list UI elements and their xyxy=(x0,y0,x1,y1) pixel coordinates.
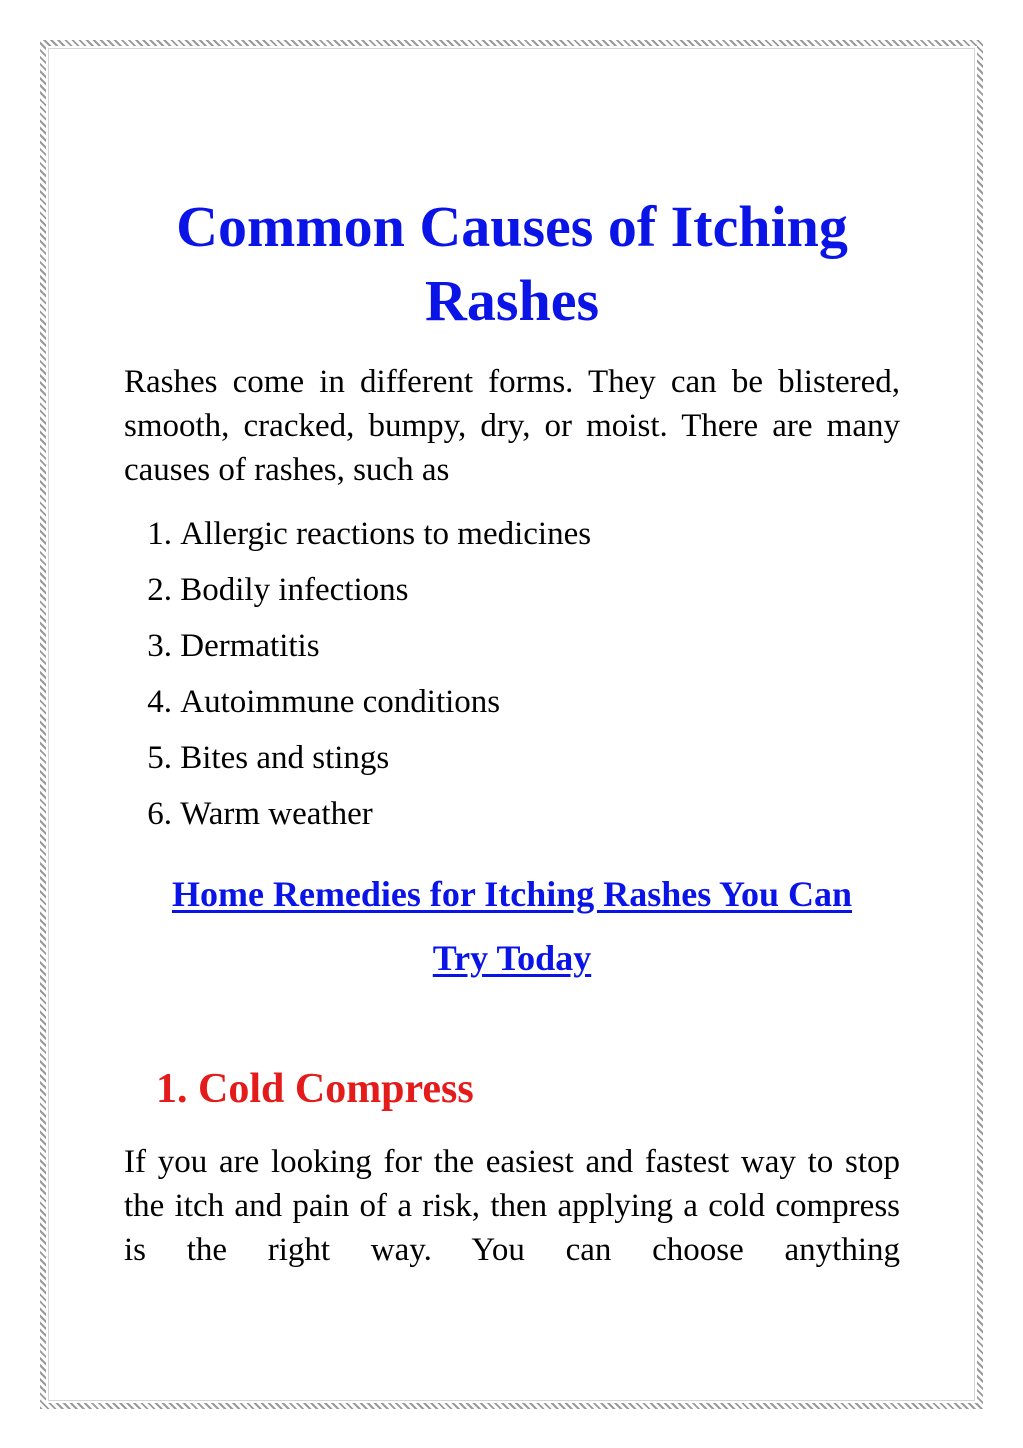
intro-paragraph: Rashes come in different forms. They can be blistered, smooth, cracked, bumpy, dry, or moist. There are many causes of rashes, such as xyxy=(124,364,900,488)
list-item-number: 5. xyxy=(147,740,172,776)
list-item-number: 6. xyxy=(147,796,172,832)
list-item-text: Warm weather xyxy=(180,796,373,832)
page-title: Common Causes of Itching Rashes xyxy=(176,194,848,333)
list-item-text: Bites and stings xyxy=(180,740,390,776)
section-heading: 1. Cold Compress xyxy=(156,1066,474,1112)
list-item-text: Dermatitis xyxy=(180,628,320,664)
list-item xyxy=(124,618,900,674)
list-item xyxy=(124,506,900,562)
causes-list xyxy=(124,506,900,842)
list-item xyxy=(124,674,900,730)
list-item xyxy=(124,730,900,786)
list-item-text: Bodily infections xyxy=(180,572,409,608)
list-item xyxy=(124,562,900,618)
document-content xyxy=(124,190,900,1272)
list-item-number: 3. xyxy=(147,628,172,664)
remedies-link[interactable]: Home Remedies for Itching Rashes You Can Try Today xyxy=(172,874,852,978)
list-item-text: Allergic reactions to medicines xyxy=(180,516,592,552)
list-item-number: 4. xyxy=(147,684,172,720)
list-item-number: 2. xyxy=(147,572,172,608)
list-item-text: Autoimmune conditions xyxy=(180,684,501,720)
list-item-number: 1. xyxy=(147,516,172,552)
section-body: If you are looking for the easiest and fastest way to stop the itch and pain of a risk, then applying a cold compress is the right way. You can choose anything xyxy=(124,1144,900,1268)
list-item xyxy=(124,786,900,842)
